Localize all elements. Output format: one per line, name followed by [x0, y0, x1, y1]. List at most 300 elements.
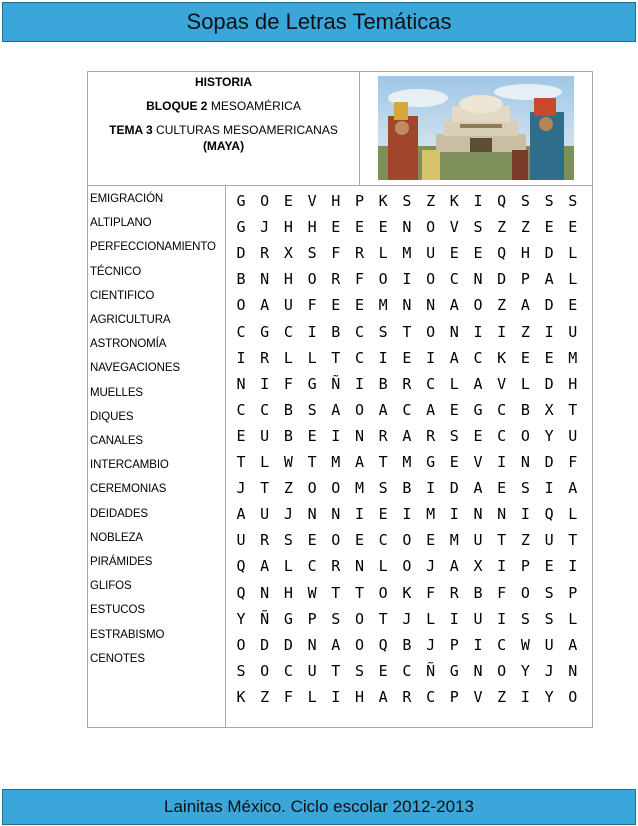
grid-letter[interactable]: N — [260, 583, 270, 602]
grid-letter[interactable]: S — [378, 479, 388, 498]
grid-letter[interactable]: Q — [544, 505, 554, 524]
grid-letter[interactable]: C — [449, 270, 459, 289]
grid-letter[interactable]: I — [449, 505, 459, 524]
grid-letter[interactable]: L — [307, 348, 317, 367]
grid-letter[interactable]: M — [568, 348, 578, 367]
grid-letter[interactable]: C — [283, 661, 293, 680]
grid-letter[interactable]: H — [354, 687, 365, 706]
grid-letter[interactable]: Ñ — [331, 374, 341, 393]
grid-letter[interactable]: M — [354, 479, 365, 498]
grid-letter[interactable]: K — [402, 583, 412, 602]
grid-letter[interactable]: N — [497, 505, 507, 524]
grid-letter[interactable]: I — [331, 426, 341, 445]
grid-letter[interactable]: A — [568, 479, 578, 498]
grid-letter[interactable]: U — [544, 635, 554, 654]
grid-letter[interactable]: I — [497, 322, 507, 341]
grid-letter[interactable]: Y — [544, 687, 554, 706]
grid-letter[interactable]: U — [568, 426, 578, 445]
grid-letter[interactable]: A — [449, 296, 459, 315]
grid-letter[interactable]: L — [449, 374, 459, 393]
grid-letter[interactable]: M — [402, 244, 412, 263]
grid-letter[interactable]: S — [283, 531, 293, 550]
grid-letter[interactable]: S — [520, 479, 530, 498]
grid-letter[interactable]: Q — [236, 583, 246, 602]
grid-letter[interactable]: E — [283, 192, 293, 210]
grid-letter[interactable]: V — [449, 218, 459, 237]
grid-letter[interactable]: I — [544, 322, 554, 341]
grid-letter[interactable]: W — [307, 583, 317, 602]
grid-letter[interactable]: C — [402, 400, 412, 419]
grid-letter[interactable]: Z — [497, 296, 507, 315]
grid-letter[interactable]: A — [449, 557, 459, 576]
grid-letter[interactable]: Ñ — [260, 609, 270, 628]
grid-letter[interactable]: A — [473, 479, 483, 498]
grid-letter[interactable]: L — [378, 244, 388, 263]
grid-letter[interactable]: C — [497, 426, 507, 445]
grid-letter[interactable]: L — [378, 557, 388, 576]
grid-letter[interactable]: I — [520, 687, 530, 706]
grid-letter[interactable]: I — [426, 348, 436, 367]
grid-letter[interactable]: A — [354, 453, 365, 471]
grid-letter[interactable]: A — [473, 374, 483, 393]
grid-letter[interactable]: A — [236, 505, 246, 524]
grid-letter[interactable]: L — [568, 270, 578, 289]
grid-letter[interactable]: N — [402, 296, 412, 315]
grid-letter[interactable]: R — [260, 244, 270, 263]
grid-letter[interactable]: C — [497, 400, 507, 419]
grid-letter[interactable]: D — [497, 270, 507, 289]
grid-letter[interactable]: E — [473, 244, 483, 263]
grid-letter[interactable]: E — [307, 426, 317, 445]
grid-letter[interactable]: V — [307, 192, 317, 210]
grid-letter[interactable]: R — [402, 687, 412, 706]
grid-letter[interactable]: B — [473, 583, 483, 602]
grid-letter[interactable]: G — [426, 453, 436, 471]
grid-letter[interactable]: E — [449, 453, 459, 471]
grid-letter[interactable]: N — [568, 661, 578, 680]
grid-letter[interactable]: I — [402, 505, 412, 524]
grid-letter[interactable]: N — [331, 505, 341, 524]
grid-letter[interactable]: F — [354, 270, 365, 289]
grid-letter[interactable]: O — [236, 296, 246, 315]
grid-letter[interactable]: K — [236, 687, 246, 706]
grid-letter[interactable]: E — [236, 426, 246, 445]
grid-letter[interactable]: S — [544, 583, 554, 602]
grid-letter[interactable]: L — [426, 609, 436, 628]
grid-letter[interactable]: I — [473, 192, 483, 210]
grid-letter[interactable]: E — [331, 218, 341, 237]
grid-letter[interactable]: O — [307, 270, 317, 289]
grid-letter[interactable]: R — [331, 557, 341, 576]
grid-letter[interactable]: T — [331, 348, 341, 367]
grid-letter[interactable]: B — [520, 400, 530, 419]
grid-letter[interactable]: E — [402, 348, 412, 367]
grid-letter[interactable]: Z — [426, 192, 436, 210]
grid-letter[interactable]: S — [449, 426, 459, 445]
grid-letter[interactable]: F — [568, 453, 578, 471]
grid-letter[interactable]: X — [473, 557, 483, 576]
grid-letter[interactable]: O — [307, 479, 317, 498]
grid-letter[interactable]: P — [568, 583, 578, 602]
grid-letter[interactable]: I — [426, 479, 436, 498]
grid-letter[interactable]: O — [260, 661, 270, 680]
grid-letter[interactable]: O — [354, 635, 365, 654]
grid-letter[interactable]: O — [426, 322, 436, 341]
grid-letter[interactable]: A — [568, 635, 578, 654]
grid-letter[interactable]: I — [473, 322, 483, 341]
grid-letter[interactable]: E — [307, 531, 317, 550]
grid-letter[interactable]: C — [497, 635, 507, 654]
grid-letter[interactable]: O — [473, 296, 483, 315]
grid-letter[interactable]: Z — [520, 531, 530, 550]
grid-letter[interactable]: O — [354, 609, 365, 628]
grid-letter[interactable]: N — [260, 270, 270, 289]
grid-letter[interactable]: O — [402, 557, 412, 576]
grid-letter[interactable]: B — [283, 426, 293, 445]
grid-letter[interactable]: M — [378, 296, 388, 315]
grid-letter[interactable]: U — [426, 244, 436, 263]
grid-letter[interactable]: E — [378, 661, 388, 680]
grid-letter[interactable]: D — [260, 635, 270, 654]
grid-letter[interactable]: I — [331, 687, 341, 706]
grid-letter[interactable]: D — [544, 453, 554, 471]
grid-letter[interactable]: V — [473, 453, 483, 471]
grid-letter[interactable]: A — [520, 296, 530, 315]
grid-letter[interactable]: R — [449, 583, 459, 602]
grid-letter[interactable]: D — [544, 374, 554, 393]
grid-letter[interactable]: R — [426, 426, 436, 445]
grid-letter[interactable]: D — [544, 296, 554, 315]
grid-letter[interactable]: A — [331, 400, 341, 419]
grid-letter[interactable]: I — [568, 557, 578, 576]
grid-letter[interactable]: N — [307, 635, 317, 654]
grid-letter[interactable]: D — [236, 244, 246, 263]
grid-letter[interactable]: Q — [497, 244, 507, 263]
grid-letter[interactable]: M — [331, 453, 341, 471]
grid-letter[interactable]: D — [544, 244, 554, 263]
grid-letter[interactable]: J — [260, 218, 270, 237]
grid-letter[interactable]: B — [236, 270, 246, 289]
grid-letter[interactable]: B — [331, 322, 341, 341]
grid-letter[interactable]: E — [449, 400, 459, 419]
grid-letter[interactable]: U — [568, 322, 578, 341]
grid-letter[interactable]: S — [331, 609, 341, 628]
grid-letter[interactable]: E — [426, 531, 436, 550]
grid-letter[interactable]: T — [307, 453, 317, 471]
grid-letter[interactable]: L — [568, 505, 578, 524]
grid-letter[interactable]: I — [260, 374, 270, 393]
grid-letter[interactable]: A — [449, 348, 459, 367]
grid-letter[interactable]: A — [260, 557, 270, 576]
grid-letter[interactable]: T — [402, 322, 412, 341]
grid-letter[interactable]: Y — [236, 609, 246, 628]
grid-letter[interactable]: G — [283, 609, 293, 628]
grid-letter[interactable]: J — [236, 479, 246, 498]
grid-letter[interactable]: W — [520, 635, 530, 654]
grid-letter[interactable]: Q — [497, 192, 507, 210]
grid-letter[interactable]: C — [378, 531, 388, 550]
grid-letter[interactable]: A — [426, 400, 436, 419]
grid-letter[interactable]: T — [378, 609, 388, 628]
grid-letter[interactable]: T — [331, 583, 341, 602]
grid-letter[interactable]: O — [497, 661, 507, 680]
grid-letter[interactable]: E — [473, 426, 483, 445]
grid-letter[interactable]: E — [354, 218, 365, 237]
grid-letter[interactable]: C — [283, 322, 293, 341]
grid-letter[interactable]: E — [378, 218, 388, 237]
grid-letter[interactable]: N — [426, 296, 436, 315]
grid-letter[interactable]: V — [497, 374, 507, 393]
grid-letter[interactable]: C — [402, 661, 412, 680]
grid-letter[interactable]: R — [331, 270, 341, 289]
grid-letter[interactable]: T — [497, 531, 507, 550]
grid-letter[interactable]: C — [236, 322, 246, 341]
grid-letter[interactable]: P — [520, 557, 530, 576]
grid-letter[interactable]: L — [568, 609, 578, 628]
grid-letter[interactable]: X — [544, 400, 554, 419]
grid-letter[interactable]: B — [378, 374, 388, 393]
grid-letter[interactable]: Z — [260, 687, 270, 706]
grid-letter[interactable]: M — [426, 505, 436, 524]
grid-letter[interactable]: J — [283, 505, 293, 524]
grid-letter[interactable]: Q — [378, 635, 388, 654]
grid-letter[interactable]: S — [307, 244, 317, 263]
grid-letter[interactable]: I — [236, 348, 246, 367]
grid-letter[interactable]: E — [568, 218, 578, 237]
grid-letter[interactable]: E — [520, 348, 530, 367]
grid-letter[interactable]: T — [260, 479, 270, 498]
grid-letter[interactable]: P — [449, 635, 459, 654]
grid-letter[interactable]: T — [568, 531, 578, 550]
grid-letter[interactable]: I — [473, 635, 483, 654]
grid-letter[interactable]: C — [354, 322, 365, 341]
grid-letter[interactable]: N — [354, 557, 365, 576]
grid-letter[interactable]: O — [568, 687, 578, 706]
grid-letter[interactable]: O — [354, 400, 365, 419]
grid-letter[interactable]: N — [402, 218, 412, 237]
grid-letter[interactable]: L — [568, 244, 578, 263]
grid-letter[interactable]: E — [568, 296, 578, 315]
grid-letter[interactable]: L — [307, 687, 317, 706]
grid-letter[interactable]: A — [260, 296, 270, 315]
grid-letter[interactable]: I — [520, 505, 530, 524]
grid-letter[interactable]: G — [473, 400, 483, 419]
grid-letter[interactable]: H — [331, 192, 341, 210]
grid-letter[interactable]: J — [544, 661, 554, 680]
grid-letter[interactable]: F — [283, 374, 293, 393]
grid-letter[interactable]: F — [426, 583, 436, 602]
grid-letter[interactable]: U — [283, 296, 293, 315]
grid-letter[interactable]: N — [236, 374, 246, 393]
grid-letter[interactable]: Y — [520, 661, 530, 680]
grid-letter[interactable]: U — [473, 531, 483, 550]
grid-letter[interactable]: O — [260, 192, 270, 210]
grid-letter[interactable]: C — [426, 687, 436, 706]
grid-letter[interactable]: K — [449, 192, 459, 210]
grid-letter[interactable]: Ñ — [426, 661, 436, 680]
grid-letter[interactable]: R — [260, 348, 270, 367]
grid-letter[interactable]: R — [378, 426, 388, 445]
grid-letter[interactable]: I — [497, 609, 507, 628]
grid-letter[interactable]: I — [449, 609, 459, 628]
grid-letter[interactable]: P — [354, 192, 365, 210]
grid-letter[interactable]: S — [378, 322, 388, 341]
grid-letter[interactable]: S — [402, 192, 412, 210]
grid-letter[interactable]: E — [354, 296, 365, 315]
grid-letter[interactable]: T — [331, 661, 341, 680]
grid-letter[interactable]: N — [520, 453, 530, 471]
grid-letter[interactable]: O — [520, 426, 530, 445]
grid-letter[interactable]: B — [283, 400, 293, 419]
grid-letter[interactable]: H — [283, 270, 293, 289]
grid-letter[interactable]: I — [497, 453, 507, 471]
grid-letter[interactable]: L — [283, 557, 293, 576]
grid-letter[interactable]: C — [426, 374, 436, 393]
grid-letter[interactable]: S — [568, 192, 578, 210]
grid-letter[interactable]: I — [544, 479, 554, 498]
grid-letter[interactable]: L — [520, 374, 530, 393]
grid-letter[interactable]: P — [520, 270, 530, 289]
grid-letter[interactable]: S — [544, 192, 554, 210]
grid-letter[interactable]: G — [236, 218, 246, 237]
grid-letter[interactable]: N — [473, 270, 483, 289]
grid-letter[interactable]: J — [426, 557, 436, 576]
grid-letter[interactable]: I — [497, 557, 507, 576]
grid-letter[interactable]: O — [378, 583, 388, 602]
grid-letter[interactable]: U — [260, 426, 270, 445]
grid-letter[interactable]: E — [544, 218, 554, 237]
grid-letter[interactable]: A — [378, 400, 388, 419]
grid-letter[interactable]: O — [520, 583, 530, 602]
grid-letter[interactable]: H — [283, 583, 293, 602]
grid-letter[interactable]: T — [236, 453, 246, 471]
grid-letter[interactable]: X — [283, 244, 293, 263]
grid-letter[interactable]: F — [497, 583, 507, 602]
grid-letter[interactable]: V — [473, 687, 483, 706]
grid-letter[interactable]: U — [236, 531, 246, 550]
grid-letter[interactable]: K — [378, 192, 388, 210]
grid-letter[interactable]: S — [236, 661, 246, 680]
grid-letter[interactable]: F — [331, 244, 341, 263]
grid-letter[interactable]: T — [354, 583, 365, 602]
grid-letter[interactable]: O — [236, 635, 246, 654]
grid-letter[interactable]: J — [402, 609, 412, 628]
grid-letter[interactable]: Z — [520, 218, 530, 237]
grid-letter[interactable]: A — [402, 426, 412, 445]
grid-letter[interactable]: A — [544, 270, 554, 289]
grid-letter[interactable]: L — [260, 453, 270, 471]
grid-letter[interactable]: S — [520, 609, 530, 628]
grid-letter[interactable]: C — [354, 348, 365, 367]
grid-letter[interactable]: O — [331, 531, 341, 550]
grid-letter[interactable]: R — [354, 244, 365, 263]
grid-letter[interactable]: N — [473, 661, 483, 680]
grid-letter[interactable]: N — [354, 426, 365, 445]
grid-letter[interactable]: E — [331, 296, 341, 315]
grid-letter[interactable]: C — [260, 400, 270, 419]
grid-letter[interactable]: I — [354, 505, 365, 524]
grid-letter[interactable]: O — [331, 479, 341, 498]
grid-letter[interactable]: C — [307, 557, 317, 576]
grid-letter[interactable]: S — [354, 661, 365, 680]
grid-letter[interactable]: P — [307, 609, 317, 628]
grid-letter[interactable]: N — [307, 505, 317, 524]
grid-letter[interactable]: N — [473, 505, 483, 524]
grid-letter[interactable]: H — [283, 218, 293, 237]
grid-letter[interactable]: Z — [520, 322, 530, 341]
grid-letter[interactable]: R — [260, 531, 270, 550]
grid-letter[interactable]: F — [283, 687, 293, 706]
grid-letter[interactable]: M — [449, 531, 459, 550]
grid-letter[interactable]: D — [449, 479, 459, 498]
grid-letter[interactable]: J — [426, 635, 436, 654]
grid-letter[interactable]: L — [283, 348, 293, 367]
grid-letter[interactable]: W — [283, 453, 293, 471]
grid-letter[interactable]: Z — [497, 218, 507, 237]
grid-letter[interactable]: E — [544, 557, 554, 576]
grid-letter[interactable]: O — [426, 270, 436, 289]
grid-letter[interactable]: O — [426, 218, 436, 237]
grid-letter[interactable]: U — [260, 505, 270, 524]
grid-letter[interactable]: U — [544, 531, 554, 550]
grid-letter[interactable]: I — [307, 322, 317, 341]
grid-letter[interactable]: H — [520, 244, 530, 263]
grid-letter[interactable]: I — [378, 348, 388, 367]
grid-letter[interactable]: U — [307, 661, 317, 680]
grid-letter[interactable]: S — [473, 218, 483, 237]
grid-letter[interactable]: A — [378, 687, 388, 706]
grid-letter[interactable]: P — [449, 687, 459, 706]
grid-letter[interactable]: S — [520, 192, 530, 210]
grid-letter[interactable]: T — [568, 400, 578, 419]
grid-letter[interactable]: Z — [497, 687, 507, 706]
grid-letter[interactable]: O — [378, 270, 388, 289]
grid-letter[interactable]: Y — [544, 426, 554, 445]
grid-letter[interactable]: U — [473, 609, 483, 628]
grid-letter[interactable]: Z — [283, 479, 293, 498]
grid-letter[interactable]: G — [236, 192, 246, 210]
grid-letter[interactable]: G — [449, 661, 459, 680]
grid-letter[interactable]: S — [544, 609, 554, 628]
grid-letter[interactable]: O — [402, 531, 412, 550]
grid-letter[interactable]: E — [497, 479, 507, 498]
grid-letter[interactable]: I — [402, 270, 412, 289]
grid-letter[interactable]: M — [402, 453, 412, 471]
grid-letter[interactable]: R — [402, 374, 412, 393]
grid-letter[interactable]: Q — [236, 557, 246, 576]
grid-letter[interactable]: H — [568, 374, 578, 393]
grid-letter[interactable]: E — [449, 244, 459, 263]
grid-letter[interactable]: T — [378, 453, 388, 471]
grid-letter[interactable]: G — [260, 322, 270, 341]
grid-letter[interactable]: E — [354, 531, 365, 550]
grid-letter[interactable]: H — [307, 218, 317, 237]
grid-letter[interactable]: B — [402, 479, 412, 498]
grid-letter[interactable]: I — [354, 374, 365, 393]
grid-letter[interactable]: D — [283, 635, 293, 654]
grid-letter[interactable]: N — [449, 322, 459, 341]
grid-letter[interactable]: A — [331, 635, 341, 654]
grid-letter[interactable]: K — [497, 348, 507, 367]
grid-letter[interactable]: C — [473, 348, 483, 367]
grid-letter[interactable]: E — [378, 505, 388, 524]
grid-letter[interactable]: S — [307, 400, 317, 419]
grid-letter[interactable]: E — [544, 348, 554, 367]
grid-letter[interactable]: F — [307, 296, 317, 315]
grid-letter[interactable]: C — [236, 400, 246, 419]
grid-letter[interactable]: G — [307, 374, 317, 393]
grid-letter[interactable]: B — [402, 635, 412, 654]
